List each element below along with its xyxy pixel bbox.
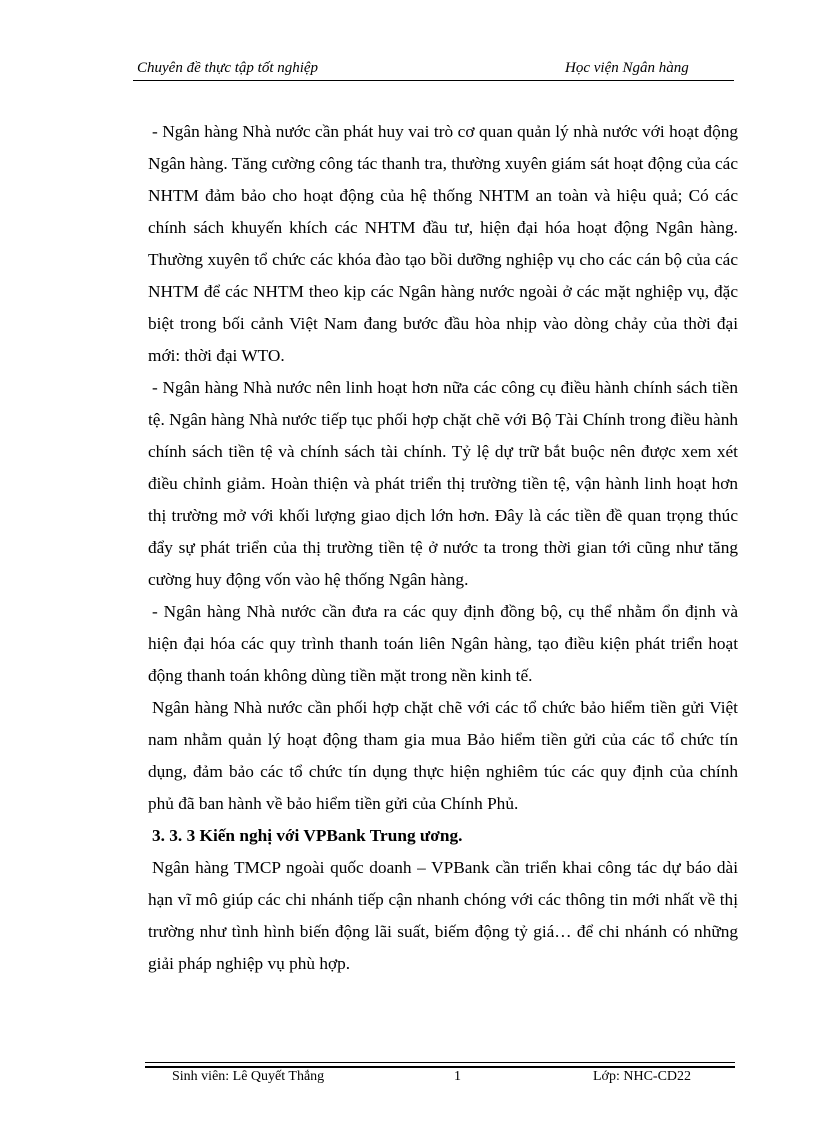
header-document-title: Chuyên đề thực tập tốt nghiệp bbox=[137, 60, 319, 76]
page-footer bbox=[145, 1067, 735, 1089]
page-number: 1 bbox=[454, 1069, 461, 1084]
body-paragraph-2: - Ngân hàng Nhà nước nên linh hoạt hơn nữa các công cụ điều hành chính sách tiền tệ. Ngân hàng Nhà nước tiếp tục phối hợp chặt chẽ với Bộ Tài Chính trong điều hành chính sách tiền tệ và chính sách tài chính. Tỷ lệ dự trữ bắt buộc nên được xem xét điều chỉnh giảm. Hoàn thiện và phát triển thị trường tiền tệ, vận hành linh hoạt hơn thị trường mở với khối lượng giao dịch lớn hơn. Đây là các tiền đề quan trọng thúc đẩy sự phát triển của thị trường tiền tệ ở nước ta trong thời gian tới cũng như tăng cường huy động vốn vào hệ thống Ngân hàng. bbox=[148, 378, 738, 589]
header-institution: Học viện Ngân hàng bbox=[565, 60, 689, 76]
body-paragraph-final: Ngân hàng TMCP ngoài quốc doanh – VPBank cần triển khai công tác dự báo dài hạn vĩ mô giúp các chi nhánh tiếp cận nhanh chóng với các thông tin mới nhất về thị trường như tình hình biến động lãi suất, biếm động tỷ giá… để chi nhánh có những giải pháp nghiệp vụ phù hợp. bbox=[148, 858, 738, 973]
footer-divider-thin bbox=[145, 1062, 735, 1063]
document-body bbox=[148, 116, 738, 980]
section-heading: 3. 3. 3 Kiến nghị với VPBank Trung ương. bbox=[152, 826, 463, 845]
body-paragraph-1: - Ngân hàng Nhà nước cần phát huy vai trò cơ quan quản lý nhà nước với hoạt động Ngân hàng. Tăng cường công tác thanh tra, thường xuyên giám sát hoạt động của các NHTM đảm bảo cho hoạt động của hệ thống NHTM an toàn và hiệu quả; Có các chính sách khuyến khích các NHTM đầu tư, hiện đại hóa hoạt động Ngân hàng. Thường xuyên tổ chức các khóa đào tạo bồi dưỡng nghiệp vụ cho các cán bộ của các NHTM để các NHTM theo kịp các Ngân hàng nước ngoài ở các mặt nghiệp vụ, đặc biệt trong bối cảnh Việt Nam đang bước đầu hòa nhịp vào dòng chảy của thời đại mới: thời đại WTO. bbox=[148, 122, 738, 365]
header-divider bbox=[133, 80, 734, 81]
footer-student-name: Sinh viên: Lê Quyết Thắng bbox=[172, 1069, 325, 1084]
footer-class: Lớp: NHC-CD22 bbox=[593, 1069, 692, 1084]
page-header bbox=[133, 58, 734, 80]
body-paragraph-4: Ngân hàng Nhà nước cần phối hợp chặt chẽ với các tổ chức bảo hiểm tiền gửi Việt nam nhằm quản lý hoạt động tham gia mua Bảo hiểm tiền gửi của các tổ chức tín dụng, đảm bảo các tổ chức tín dụng thực hiện nghiêm túc các quy định của chính phủ đã ban hành về bảo hiểm tiền gửi của Chính Phủ. bbox=[148, 698, 738, 813]
body-paragraph-3: - Ngân hàng Nhà nước cần đưa ra các quy định đồng bộ, cụ thể nhằm ổn định và hiện đại hóa các quy trình thanh toán liên Ngân hàng, tạo điều kiện phát triển hoạt động thanh toán không dùng tiền mặt trong nền kinh tế. bbox=[148, 602, 738, 685]
